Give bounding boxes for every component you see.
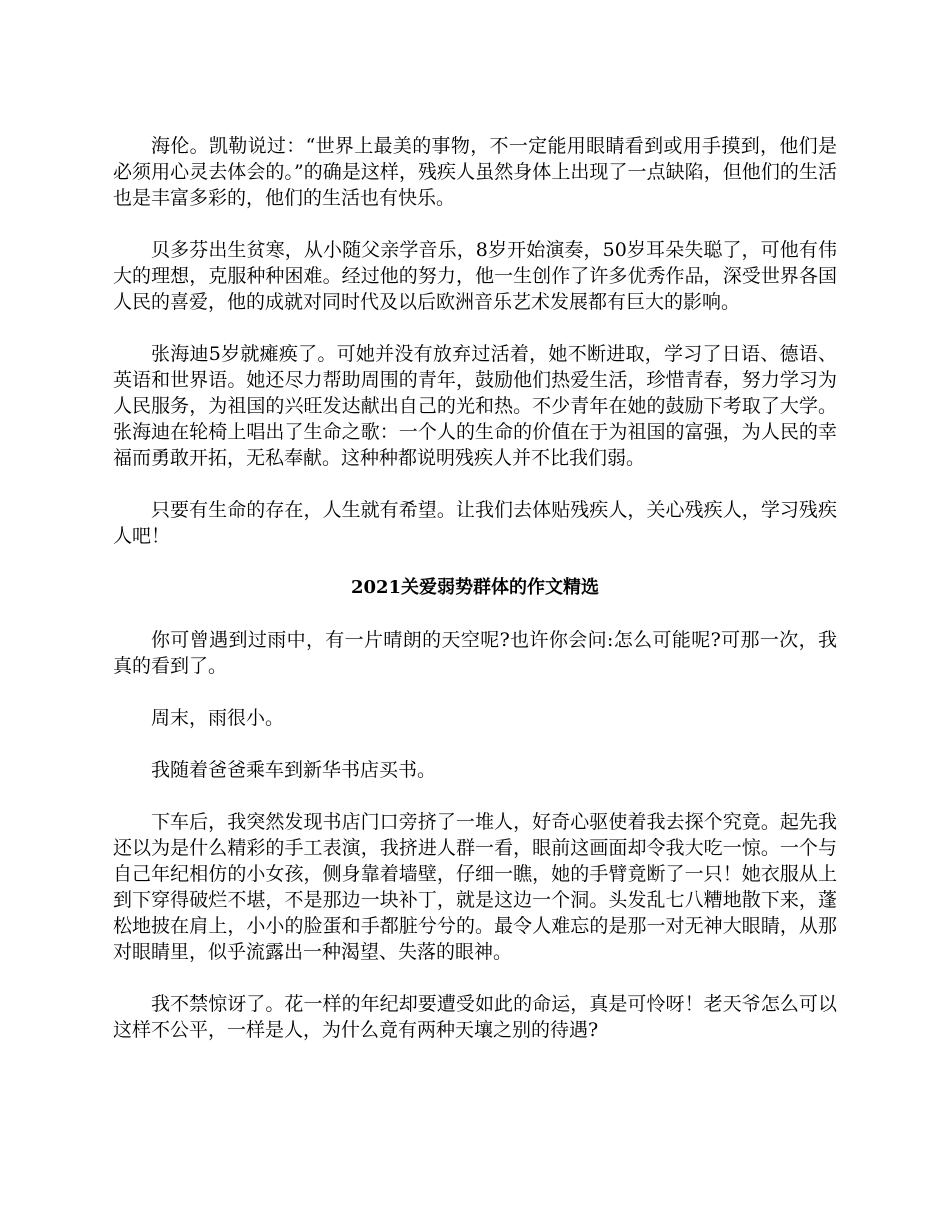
paragraph-bookstore: 我随着爸爸乘车到新华书店买书。 [151,759,437,781]
section-heading: 2021关爱弱势群体的作文精选 [350,577,600,598]
paragraph-beethoven: 贝多芬出生贫寒，从小随父亲学音乐，8岁开始演奏，50岁耳朵失聪了，可他有伟大的理想，克服种种困难。经过他的努力，他一生创作了许多优秀作品，深受世界各国人民的喜爱，他的成就对同时代及以后欧洲音乐艺术发展都有巨大的影响。 [113,239,837,313]
paragraph-zhang-haidi: 张海迪5岁就瘫痪了。可她并没有放弃过活着，她不断进取，学习了日语、德语、英语和世界语。她还尽力帮助周围的青年，鼓励他们热爱生活，珍惜青春，努力学习为人民服务，为祖国的兴旺发达献出自己的光和热。不少青年在她的鼓励下考取了大学。张海迪在轮椅上唱出了生命之歌：一个人的生命的价值在于为祖国的富强，为人民的幸福而勇敢开拓，无私奉献。这种种都说明残疾人并不比我们弱。 [113,343,837,469]
paragraph-weekend: 周末，雨很小。 [151,707,285,729]
paragraph-reflection: 我不禁惊讶了。花一样的年纪却要遭受如此的命运，真是可怜呀！老天爷怎么可以这样不公平，一样是人，为什么竟有两种天壤之别的待遇? [113,993,837,1041]
paragraph-conclusion: 只要有生命的存在，人生就有希望。让我们去体贴残疾人，关心残疾人，学习残疾人吧！ [113,499,837,547]
paragraph-helen-keller: 海伦。凯勒说过：“世界上最美的事物，不一定能用眼睛看到或用手摸到，他们是必须用心灵去体会的。”的确是这样，残疾人虽然身体上出现了一点缺陷，但他们的生活也是丰富多彩的，他们的生活也有快乐。 [113,135,837,209]
paragraph-girl-description: 下车后，我突然发现书店门口旁挤了一堆人，好奇心驱使着我去探个究竟。起先我还以为是什么精彩的手工表演，我挤进人群一看，眼前这画面却令我大吃一惊。一个与自己年纪相仿的小女孩，侧身靠着墙壁，仔细一瞧，她的手臂竟断了一只！她衣服从上到下穿得破烂不堪，不是那边一块补丁，就是这边一个洞。头发乱七八糟地散下来，蓬松地披在肩上，小小的脸蛋和手都脏兮兮的。最令人难忘的是那一对无神大眼睛，从那对眼睛里，似乎流露出一种渴望、失落的眼神。 [113,811,837,963]
paragraph-intro-rain: 你可曾遇到过雨中，有一片晴朗的天空呢?也许你会问:怎么可能呢?可那一次，我真的看到了。 [113,629,837,677]
